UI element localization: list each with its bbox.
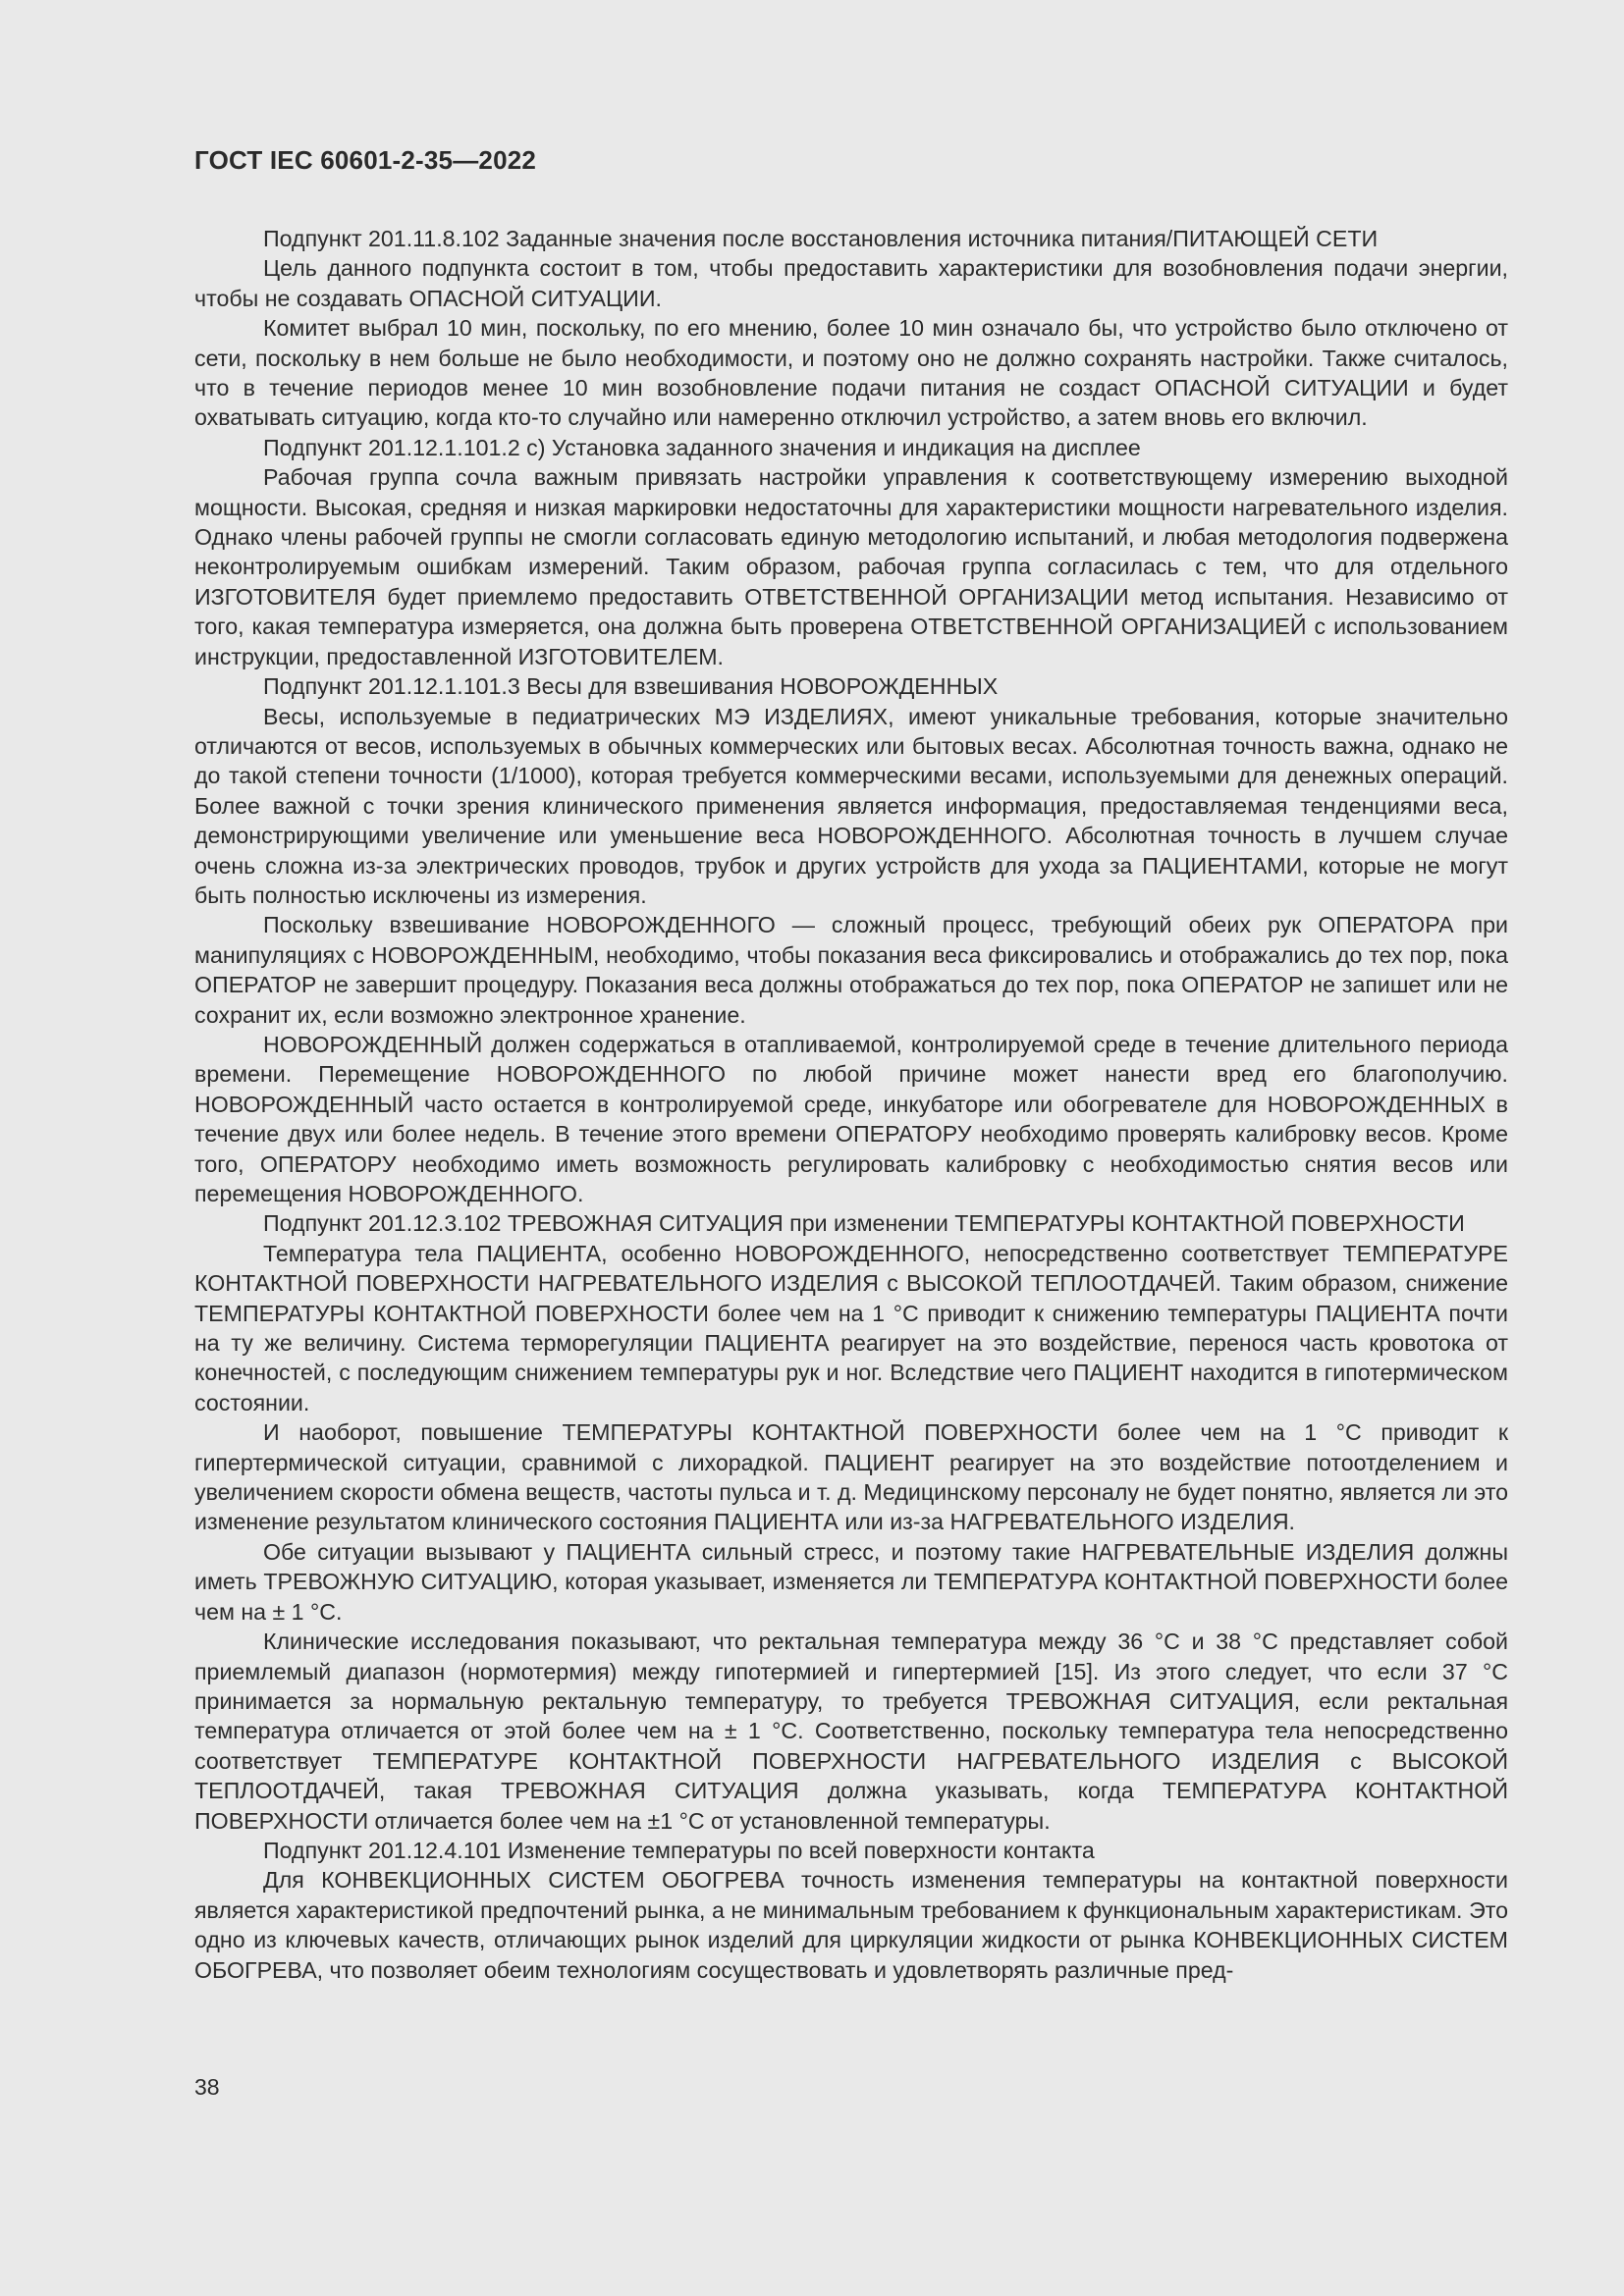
- paragraph: НОВОРОЖДЕННЫЙ должен содержаться в отапливаемой, контролируемой среде в течение длительного периода времени. Перемещение НОВОРОЖДЕННОГО по любой причине может нанести вред его благополучию. НОВОРОЖДЕННЫЙ часто остается в контролируемой среде, инкубаторе или обогревателе для НОВОРОЖДЕННЫХ в течение двух или более недель. В течение этого времени ОПЕРАТОРУ необходимо проверять калибровку весов. Кроме того, ОПЕРАТОРУ необходимо иметь возможность регулировать калибровку с необходимостью снятия весов или перемещения НОВОРОЖДЕННОГО.: [194, 1031, 1508, 1206]
- paragraph: Клинические исследования показывают, что ректальная температура между 36 °С и 38 °С представляет собой приемлемый диапазон (нормотермия) между гипотермией и гипертермией [15]. Из этого следует, что если 37 °С принимается за нормальную ректальную температуру, то требуется ТРЕВОЖНАЯ СИТУАЦИЯ, если ректальная температура отличается от этой более чем на ± 1 °С. Соответственно, поскольку температура тела непосредственно соответствует ТЕМПЕРАТУРЕ КОНТАКТНОЙ ПОВЕРХНОСТИ НАГРЕВАТЕЛЬНОГО ИЗДЕЛИЯ с ВЫСОКОЙ ТЕПЛООТДАЧЕЙ, такая ТРЕВОЖНАЯ СИТУАЦИЯ должна указывать, когда ТЕМПЕРАТУРА КОНТАКТНОЙ ПОВЕРХНОСТИ отличается более чем на ±1 °С от установленной температуры.: [194, 1629, 1508, 1834]
- paragraph: Обе ситуации вызывают у ПАЦИЕНТА сильный стресс, и поэтому такие НАГРЕВАТЕЛЬНЫЕ ИЗДЕЛИЯ должны иметь ТРЕВОЖНУЮ СИТУАЦИЮ, которая указывает, изменяется ли ТЕМПЕРАТУРА КОНТАКТНОЙ ПОВЕРХНОСТИ более чем на ± 1 °С.: [194, 1538, 1508, 1625]
- paragraph: Температура тела ПАЦИЕНТА, особенно НОВОРОЖДЕННОГО, непосредственно соответствует ТЕМПЕРАТУРЕ КОНТАКТНОЙ ПОВЕРХНОСТИ НАГРЕВАТЕЛЬНОГО ИЗДЕЛИЯ с ВЫСОКОЙ ТЕПЛООТДАЧЕЙ. Таким образом, снижение ТЕМПЕРАТУРЫ КОНТАКТНОЙ ПОВЕРХНОСТИ более чем на 1 °С приводит к снижению температуры ПАЦИЕНТА почти на ту же величину. Система терморегуляции ПАЦИЕНТА реагирует на это воздействие, перенося часть кровотока от конечностей, с последующим снижением температуры рук и ног. Вследствие чего ПАЦИЕНТ находится в гипотермическом состоянии.: [194, 1240, 1508, 1415]
- paragraph-subclause-heading: Подпункт 201.12.3.102 ТРЕВОЖНАЯ СИТУАЦИЯ при изменении ТЕМПЕРАТУРЫ КОНТАКТНОЙ ПОВЕРХНОСТИ: [263, 1210, 1465, 1237]
- body-text: [194, 224, 1508, 1985]
- paragraph: Весы, используемые в педиатрических МЭ ИЗДЕЛИЯХ, имеют уникальные требования, которые значительно отличаются от весов, используемых в обычных коммерческих или бытовых весах. Абсолютная точность важна, однако не до такой степени точности (1/1000), которая требуется коммерческими весами, используемыми для денежных операций. Более важной с точки зрения клинического применения является информация, предоставляемая тенденциями веса, демонстрирующими увеличение или уменьшение веса НОВОРОЖДЕННОГО. Абсолютная точность в лучшем случае очень сложна из-за электрических проводов, трубок и других устройств для ухода за ПАЦИЕНТАМИ, которые не могут быть полностью исключены из измерения.: [194, 703, 1508, 908]
- paragraph: Для КОНВЕКЦИОННЫХ СИСТЕМ ОБОГРЕВА точность изменения температуры на контактной поверхности является характеристикой предпочтений рынка, а не минимальным требованием к функциональным характеристикам. Это одно из ключевых качеств, отличающих рынок изделий для циркуляции жидкости от рынка КОНВЕКЦИОННЫХ СИСТЕМ ОБОГРЕВА, что позволяет обеим технологиям сосуществовать и удовлетворять различные пред-: [194, 1867, 1508, 1983]
- paragraph-subclause-heading: Подпункт 201.12.4.101 Изменение температуры по всей поверхности контакта: [263, 1837, 1095, 1863]
- paragraph-subclause-heading: Подпункт 201.11.8.102 Заданные значения после восстановления источника питания/ПИТАЮЩЕЙ СЕТИ: [263, 226, 1379, 251]
- paragraph: Рабочая группа сочла важным привязать настройки управления к соответствующему измерению выходной мощности. Высокая, средняя и низкая маркировки недостаточны для характеристики мощности нагревательного изделия. Однако члены рабочей группы не смогли согласовать единую методологию испытаний, и любая методология подвержена неконтролируемым ошибкам измерений. Таким образом, рабочая группа согласилась с тем, что для отдельного ИЗГОТОВИТЕЛЯ будет приемлемо предоставить ОТВЕТСТВЕННОЙ ОРГАНИЗАЦИИ метод испытания. Независимо от того, какая температура измеряется, она должна быть проверена ОТВЕТСТВЕННОЙ ОРГАНИЗАЦИЕЙ с использованием инструкции, предоставленной ИЗГОТОВИТЕЛЕМ.: [194, 464, 1508, 669]
- paragraph: И наоборот, повышение ТЕМПЕРАТУРЫ КОНТАКТНОЙ ПОВЕРХНОСТИ более чем на 1 °С приводит к гипертермической ситуации, сравнимой с лихорадкой. ПАЦИЕНТ реагирует на это воздействие потоотделением и увеличением скорости обмена веществ, частоты пульса и т. д. Медицинскому персоналу не будет понятно, является ли это изменение результатом клинического состояния ПАЦИЕНТА или из-за НАГРЕВАТЕЛЬНОГО ИЗДЕЛИЯ.: [194, 1419, 1508, 1535]
- paragraph: Цель данного подпункта состоит в том, чтобы предоставить характеристики для возобновления подачи энергии, чтобы не создавать ОПАСНОЙ СИТУАЦИИ.: [194, 255, 1508, 311]
- paragraph-subclause-heading: Подпункт 201.12.1.101.3 Весы для взвешивания НОВОРОЖДЕННЫХ: [263, 673, 999, 700]
- paragraph: Поскольку взвешивание НОВОРОЖДЕННОГО — сложный процесс, требующий обеих рук ОПЕРАТОРА при манипуляциях с НОВОРОЖДЕННЫМ, необходимо, чтобы показания веса фиксировались и отображались до тех пор, пока ОПЕРАТОР не завершит процедуру. Показания веса должны отображаться до тех пор, пока ОПЕРАТОР не запишет или не сохранит их, если возможно электронное хранение.: [194, 912, 1508, 1028]
- paragraph: Комитет выбрал 10 мин, поскольку, по его мнению, более 10 мин означало бы, что устройство было отключено от сети, поскольку в нем больше не было необходимости, и поэтому оно не должно сохранять настройки. Также считалось, что в течение периодов менее 10 мин возобновление подачи питания не создаст ОПАСНОЙ СИТУАЦИИ и будет охватывать ситуацию, когда кто-то случайно или намеренно отключил устройство, а затем вновь его включил.: [194, 315, 1508, 431]
- page-header-standard-id: ГОСТ IEC 60601-2-35—2022: [194, 145, 537, 175]
- paragraph-subclause-heading: Подпункт 201.12.1.101.2 с) Установка заданного значения и индикация на дисплее: [263, 434, 1141, 460]
- page-number: 38: [194, 2074, 220, 2100]
